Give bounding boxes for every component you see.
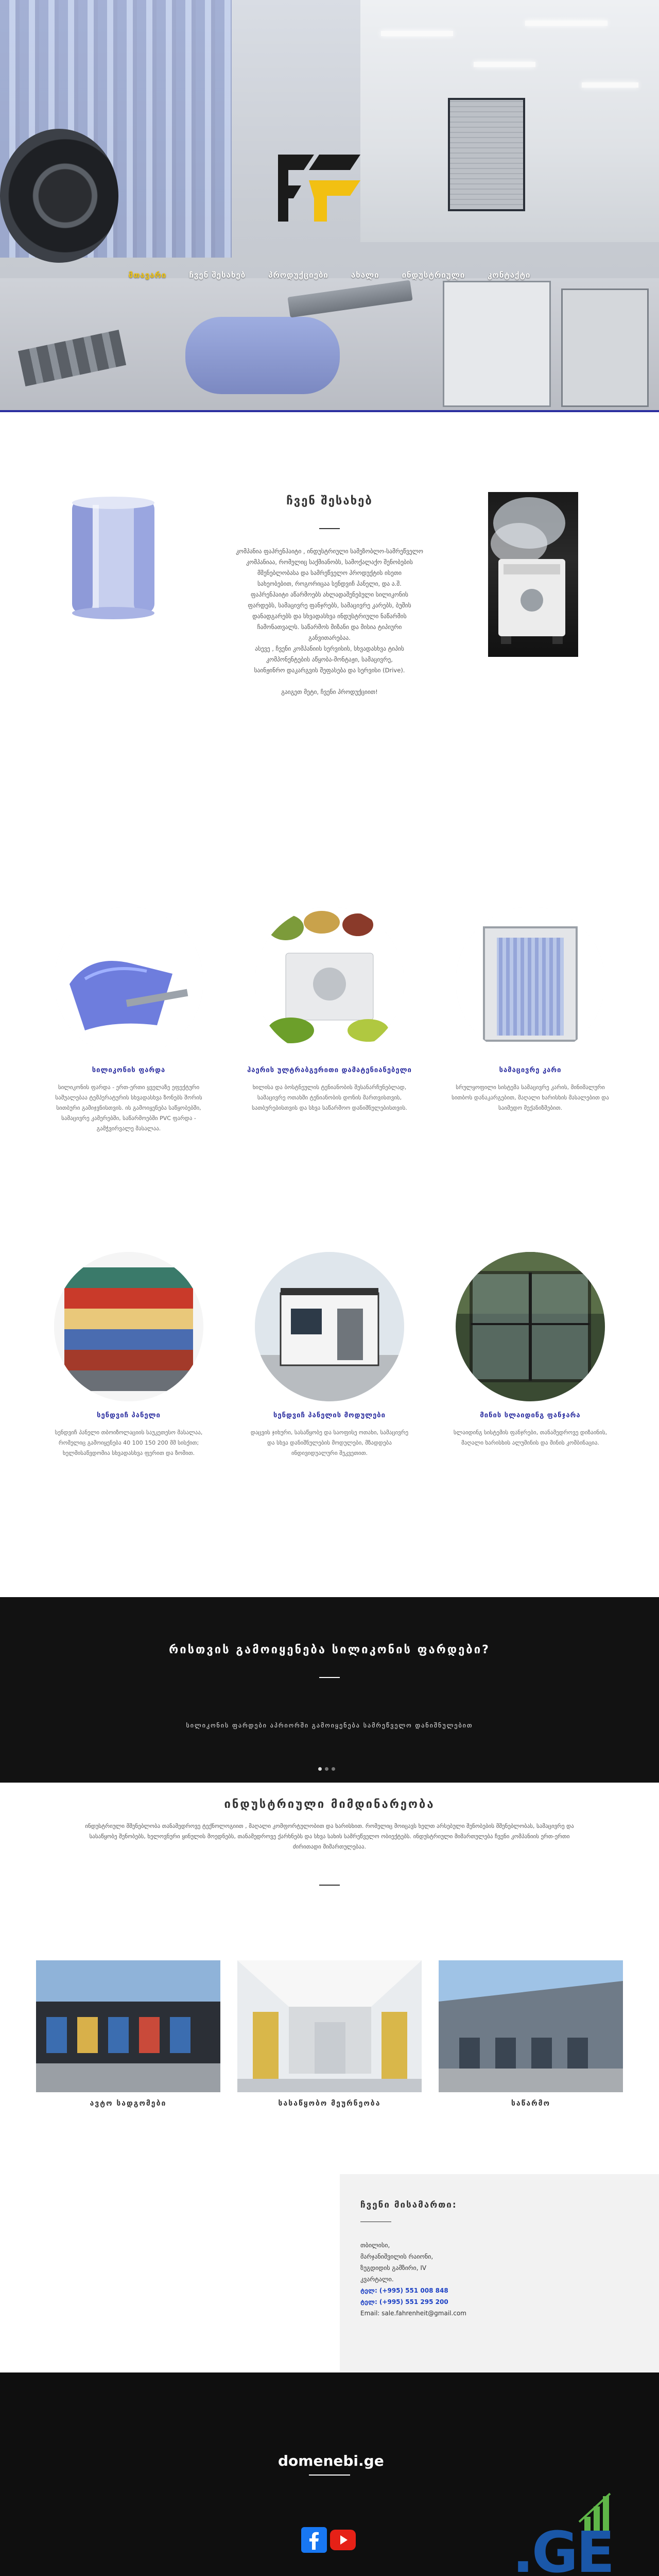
industrial-divider: [319, 1885, 340, 1886]
product-name: მინის სლაიდინგ ფანჯარა: [480, 1412, 581, 1419]
about-humidifier-image: [488, 492, 578, 657]
hero-tube-image: [185, 317, 340, 394]
nav-products[interactable]: პროდუქციები: [268, 270, 328, 280]
slider-dot[interactable]: [332, 1767, 335, 1771]
hero-accent-bar: [0, 410, 659, 412]
product-card-cold-room-door[interactable]: [445, 907, 615, 1113]
product-desc: სილიკონის ფარდა - ერთ-ერთი ყველაზე ეფექტური საშუალებაა ტემპერატურის სხვადასხვა ზონებს შორის სითბური გამიჯვნისთვის. ის გამოიყენება საწყობებში, სამაცივრე კამერებში, საწარმოებში PVC ფარდა - გამჭვირვალე მასალაა.: [55, 1084, 202, 1132]
band-title: რისთვის გამოიყენება სილიკონის ფარდები?: [169, 1643, 490, 1656]
product-image: [54, 907, 203, 1056]
about-curtain-roll-image: [62, 495, 165, 623]
product-name: სენდვიჩ პანელი: [97, 1412, 161, 1419]
slider-dot[interactable]: [325, 1767, 328, 1771]
product-name: სენდვიჩ პანელის მოდულები: [273, 1412, 386, 1419]
product-desc: ხილისა და ბოსტნეულის ტენიანობის შესანარჩუნებლად, სამაცივრე ოთახში ტენიანობის დონის მართვისთვის, სათბურებისთვის და სხვა საწარმოო დანიშნულებისთვის.: [252, 1084, 407, 1111]
product-desc: სლაიდინგ სისტემის ფანჯრები, თანამედროვე დიზაინის, მაღალი ხარისხის ალუმინის და მინის კომბინაცია.: [453, 1429, 608, 1446]
fahrenheit-logo-icon[interactable]: [278, 149, 360, 227]
contact-phone-link[interactable]: ტელ: (+995) 551 295 200: [360, 2298, 448, 2306]
product-name: სამაცივრე კარი: [499, 1066, 562, 1074]
hero-door-image: [561, 289, 649, 407]
product-card-panel-modules[interactable]: [245, 1252, 414, 1459]
contact-address-line: კვარტალი.: [360, 2276, 394, 2283]
contact-address-line: თბილისი,: [360, 2242, 390, 2249]
product-card-sliding-window[interactable]: [445, 1252, 615, 1448]
product-name: ჰაერის ულტრაბგერითი დამატენიანებელი: [247, 1066, 412, 1074]
industrial-caption: სასაწყობო მეურნეობა: [278, 2099, 381, 2108]
product-image: [54, 1252, 203, 1401]
band-divider: [319, 1677, 340, 1678]
slider-dot[interactable]: [318, 1767, 322, 1771]
industrial-image-warehouse[interactable]: [237, 1960, 422, 2092]
nav-home[interactable]: მთავარი: [128, 270, 167, 280]
hero-cold-room-image: [360, 0, 659, 242]
product-card-humidifier[interactable]: [245, 907, 414, 1113]
product-image: [255, 907, 404, 1056]
industrial-image-factory[interactable]: [439, 1960, 623, 2092]
contact-phone-link[interactable]: ტელ: (+995) 551 008 848: [360, 2287, 448, 2294]
about-title: ჩვენ შესახებ: [286, 495, 373, 507]
industrial-caption: საწარმო: [511, 2099, 551, 2108]
industrial-text: ინდუსტრიული მშენებლობა თანამედროვე ტექნოლოგიით , მაღალი კომფორტულობით და ხარისხით. რომელიც მოიცავს ხელთ არსებული შენობების მშენებლობას, სამაცივრე და სასაწყობე შენობებს, ხელოვნური ყინულის მოედნებს, თანამედროვე ქარხნებს და სხვა სახის სამრეწველო ობიექტებს. ინდუსტრიული მიმართულება ჩვენი კომპანიის ერთ-ერთი ძირითადი მიმართულებაა.: [85, 1823, 574, 1850]
social-links: [301, 2527, 356, 2553]
product-name: სილიკონის ფარდა: [92, 1066, 166, 1074]
contact-address-line: მარჯანიშვილის რაიონი,: [360, 2253, 433, 2260]
about-text: კომპანია ფაჰრენჰაიტი , ინდუსტრიული სამეზობლო-სამრეწველო კომპანიაა, რომელიც საქმიანობს, სამოქალაქო შენობების მშენებლობასა და სამრეწველო პროდუქტის ისეთი სახეობებით, როგორიცაა სენდვიჩ პანელი, და ა.შ. ფაჰრენჰაიტი აწარმოებს ახლადაშენებული სილიკონის ფარდებს, სამაცივრე ფანჯრებს, სამაცივრე კარებს, ბუშის დანადგარებს და სხვადასხვა ინდუსტრიული ნაწარმის ჩამონათვალს. საწარმოს მიზანი და მისია ტიპიური განვითარებაა. ასევე , ჩვენი კომპანიის სერვისის, სხვადასხვა ტიპის კომპონენტების აწყობა-მონტაჟი, სამაცივრე, საინჟინრო დაკარგვის შეფასება და სერვისი (Drive). გაიგეთ მეტი, ჩვენი პროდუქციით!: [236, 548, 423, 696]
brand-underline: [309, 2475, 350, 2476]
industrial-caption: ავტო სადგომები: [90, 2099, 167, 2108]
industrial-title: ინდუსტრიული მიმდინარეობა: [224, 1798, 435, 1811]
product-image: [456, 1252, 605, 1401]
ge-logo-text: .GE: [512, 2519, 613, 2576]
product-image: [456, 907, 605, 1056]
product-card-silicone-curtain[interactable]: [44, 907, 214, 1134]
ge-domain-base-logo[interactable]: [507, 2491, 620, 2576]
hero-banner: [0, 0, 659, 412]
nav-industrial[interactable]: ინდუსტრიული: [402, 270, 465, 280]
industrial-image-parking[interactable]: [36, 1960, 220, 2092]
footer: [0, 2372, 659, 2576]
youtube-icon[interactable]: [330, 2530, 356, 2550]
product-card-sandwich-panel[interactable]: [44, 1252, 214, 1459]
hero-cabinet-image: [443, 281, 551, 407]
contact-address-line: ზუგდიდის გამზირი, IV: [360, 2264, 427, 2272]
nav-new[interactable]: ახალი: [351, 270, 379, 280]
contact-title: ჩვენი მისამართი:: [360, 2200, 457, 2210]
contact-email[interactable]: Email: sale.fahrenheit@gmail.com: [360, 2310, 466, 2317]
about-divider: [319, 528, 340, 529]
main-navigation: [0, 263, 659, 287]
facebook-icon[interactable]: [301, 2527, 327, 2553]
silicone-uses-band: [0, 1597, 659, 1783]
product-desc: დაცვის ჯიხური, სასაწყობე და საოფისე ოთახი, სამაცივრე და სხვა დანიშნულების მოდულები, მზადდება ინდივიდუალური შეკვეთით.: [250, 1429, 409, 1456]
hero-pvc-roll-image: [0, 129, 118, 263]
product-desc: სენდვიჩ პანელი თბოიზოლაციის საუკეთესო მასალაა, რომელიც გამოიყენება 40 100 150 200 მმ სისქით; ხელმისაწვდომია სხვადასხვა ფერით და ზომით.: [55, 1429, 203, 1456]
contact-block: [340, 2174, 659, 2372]
nav-contact[interactable]: კონტაქტი: [488, 270, 531, 280]
product-desc: სრულყოფილი სისტემა სამაცივრე კარის, მინიმალური სითბოს დანაკარგებით, მაღალი ხარისხის მასალებით და საიმედო მექანიზმებით.: [452, 1084, 609, 1111]
band-subtitle: სილიკონის ფარდები აპრიორში გამოიყენება სამრეწველო დანიშნულებით: [186, 1722, 473, 1729]
nav-about[interactable]: ჩვენ შესახებ: [189, 270, 246, 280]
slider-dots: [318, 1767, 335, 1771]
domenebi-brand-link[interactable]: domenebi.ge: [278, 2452, 384, 2469]
product-image: [255, 1252, 404, 1401]
